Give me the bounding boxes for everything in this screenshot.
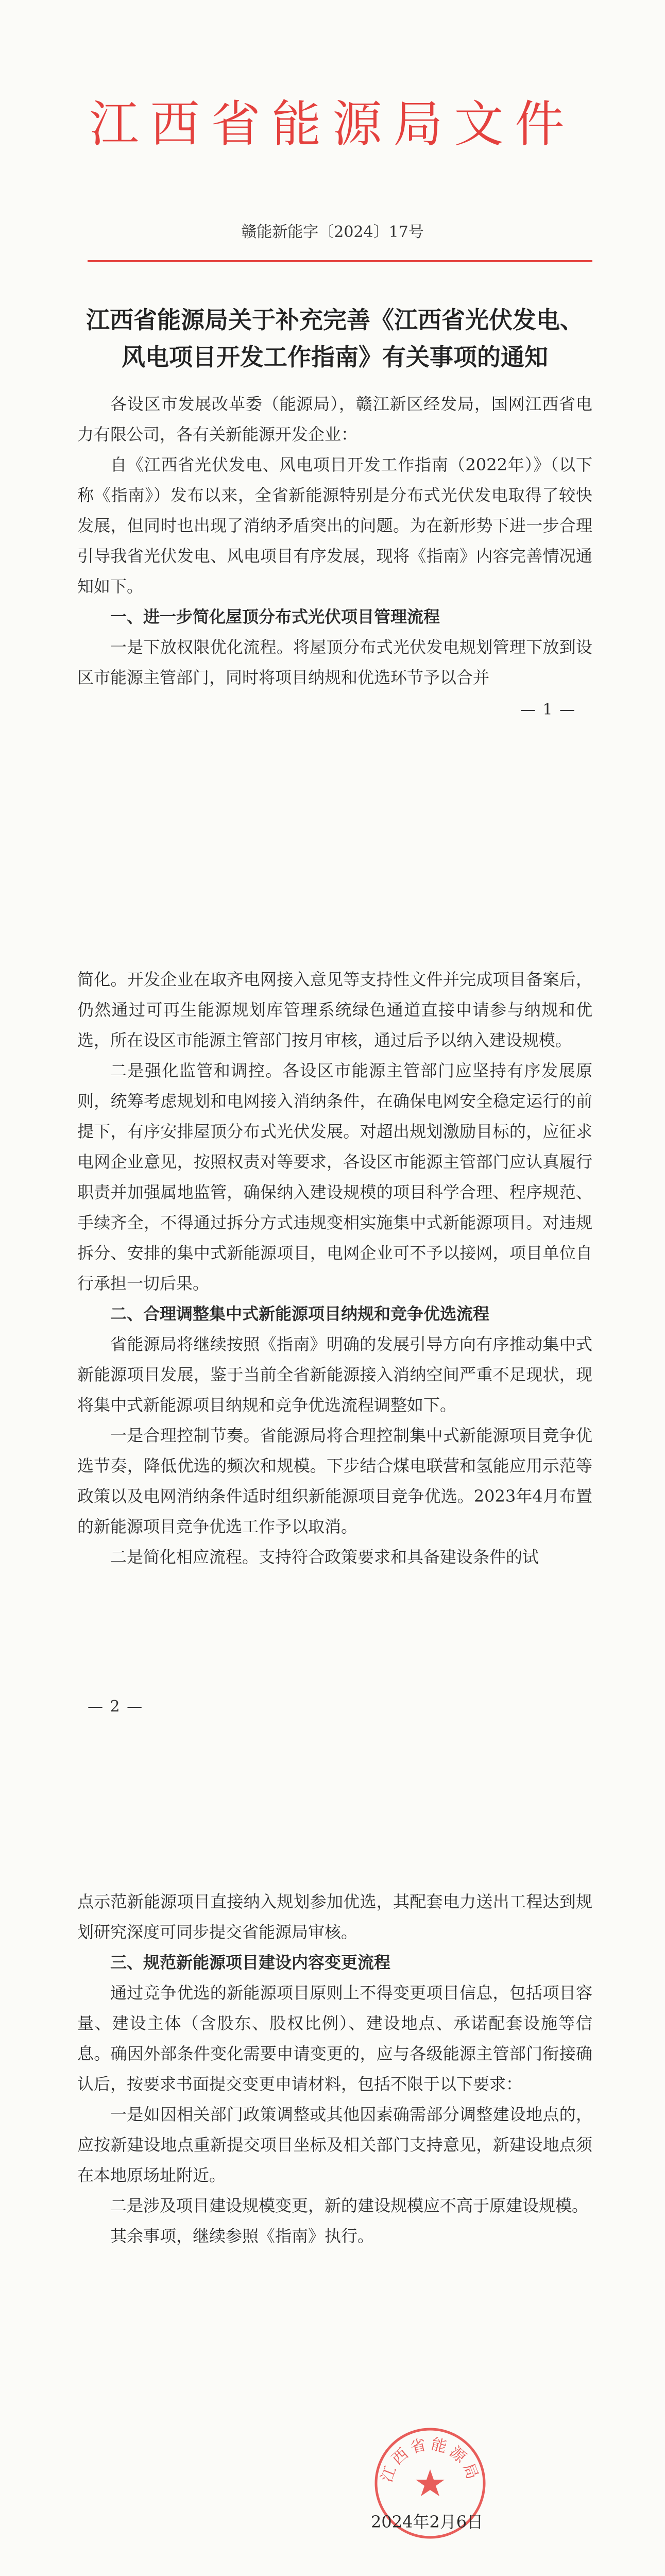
section-2-heading: 二、合理调整集中式新能源项目纳规和竞争优选流程 <box>110 1304 490 1324</box>
red-divider-line <box>88 260 592 262</box>
addressee: 各设区市发展改革委（能源局），赣江新区经发局，国网江西省电力有限公司，各有关新能源开发企业： <box>77 394 592 444</box>
body-page-2 <box>77 964 592 1572</box>
document-number: 赣能新能字〔2024〕17号 <box>241 223 424 241</box>
page-number-2: — 2 — <box>88 1698 144 1716</box>
page-1 <box>0 0 665 922</box>
section-2-para-2-part-1: 二是简化相应流程。支持符合政策要求和具备建设条件的试 <box>110 1547 539 1567</box>
document-header-title: 江西省能源局文件 <box>89 95 576 153</box>
section-1-para-1-part-1: 一是下放权限优化流程。将屋顶分布式光伏发电规划管理下放到设区市能源主管部门，同时将项目纳规和优选环节予以合并 <box>77 637 592 687</box>
section-2-para-1: 一是合理控制节奏。省能源局将合理控制集中式新能源项目竞争优选节奏，降低优选的频次和规模。下步结合煤电联营和氢能应用示范等政策以及电网消纳条件适时组织新能源项目竞争优选。2023年4月布置的新能源项目竞争优选工作予以取消。 <box>77 1426 592 1536</box>
section-2-para-2-part-2: 点示范新能源项目直接纳入规划参加优选，其配套电力送出工程达到规划研究深度可同步提交省能源局审核。 <box>77 1892 592 1942</box>
notice-title-line-2: 风电项目开发工作指南》有关事项的通知 <box>122 343 548 371</box>
section-2-intro: 省能源局将继续按照《指南》明确的发展引导方向有序推动集中式新能源项目发展，鉴于当前全省新能源接入消纳空间严重不足现状，现将集中式新能源项目纳规和竞争优选流程调整如下。 <box>77 1334 592 1415</box>
body-page-3 <box>77 1887 592 2251</box>
section-3-para-1: 一是如因相关部门政策调整或其他因素确需部分调整建设地点的，应按新建设地点重新提交项目坐标及相关部门支持意见，新建设地点须在本地原场址附近。 <box>77 2105 592 2185</box>
seal-star-icon <box>416 2469 445 2496</box>
notice-title-line-1: 江西省能源局关于补充完善《江西省光伏发电、 <box>86 306 584 334</box>
intro-paragraph: 自《江西省光伏发电、风电项目开发工作指南（2022年）》（以下称《指南》）发布以来，全省新能源特别是分布式光伏发电取得了较快发展，但同时也出现了消纳矛盾突出的问题。为在新形势下进一步合理引导我省光伏发电、风电项目有序发展，现将《指南》内容完善情况通知如下。 <box>77 455 592 596</box>
svg-text:江西省能源局: 江西省能源局 <box>378 2435 483 2485</box>
section-1-heading: 一、进一步简化屋顶分布式光伏项目管理流程 <box>110 607 440 626</box>
body-page-1 <box>77 389 592 693</box>
section-1-para-1-part-2: 简化。开发企业在取齐电网接入意见等支持性文件并完成项目备案后，仍然通过可再生能源规划库管理系统绿色通道直接申请参与纳规和优选，所在设区市能源主管部门按月审核，通过后予以纳入建设规模。 <box>77 970 592 1050</box>
section-3-para-2: 二是涉及项目建设规模变更，新的建设规模应不高于原建设规模。 <box>110 2196 589 2215</box>
notice-title <box>77 301 592 376</box>
issue-date: 2024年2月6日 <box>371 2512 484 2532</box>
section-1-para-2: 二是强化监管和调控。各设区市能源主管部门应坚持有序发展原则，统筹考虑规划和电网接入消纳条件，在确保电网安全稳定运行的前提下，有序安排屋顶分布式光伏发展。对超出规划激励目标的，应征求电网企业意见，按照权责对等要求，各设区市能源主管部门应认真履行职责并加强属地监管，确保纳入建设规模的项目科学合理、程序规范、手续齐全，不得通过拆分方式违规变相实施集中式新能源项目。对违规拆分、安排的集中式新能源项目，电网企业可不予以接网，项目单位自行承担一切后果。 <box>77 1061 592 1293</box>
page-number-1: — 1 — <box>520 701 576 719</box>
page-3 <box>0 1844 665 2576</box>
section-3-heading: 三、规范新能源项目建设内容变更流程 <box>110 1953 391 1972</box>
section-3-intro: 通过竞争优选的新能源项目原则上不得变更项目信息，包括项目容量、建设主体（含股东、股权比例）、建设地点、承诺配套设施等信息。确因外部条件变化需要申请变更的，应与各级能源主管部门衔接确认后，按要求书面提交变更申请材料，包括不限于以下要求： <box>77 1983 592 2094</box>
closing-paragraph: 其余事项，继续参照《指南》执行。 <box>110 2226 374 2246</box>
page-2 <box>0 922 665 1844</box>
